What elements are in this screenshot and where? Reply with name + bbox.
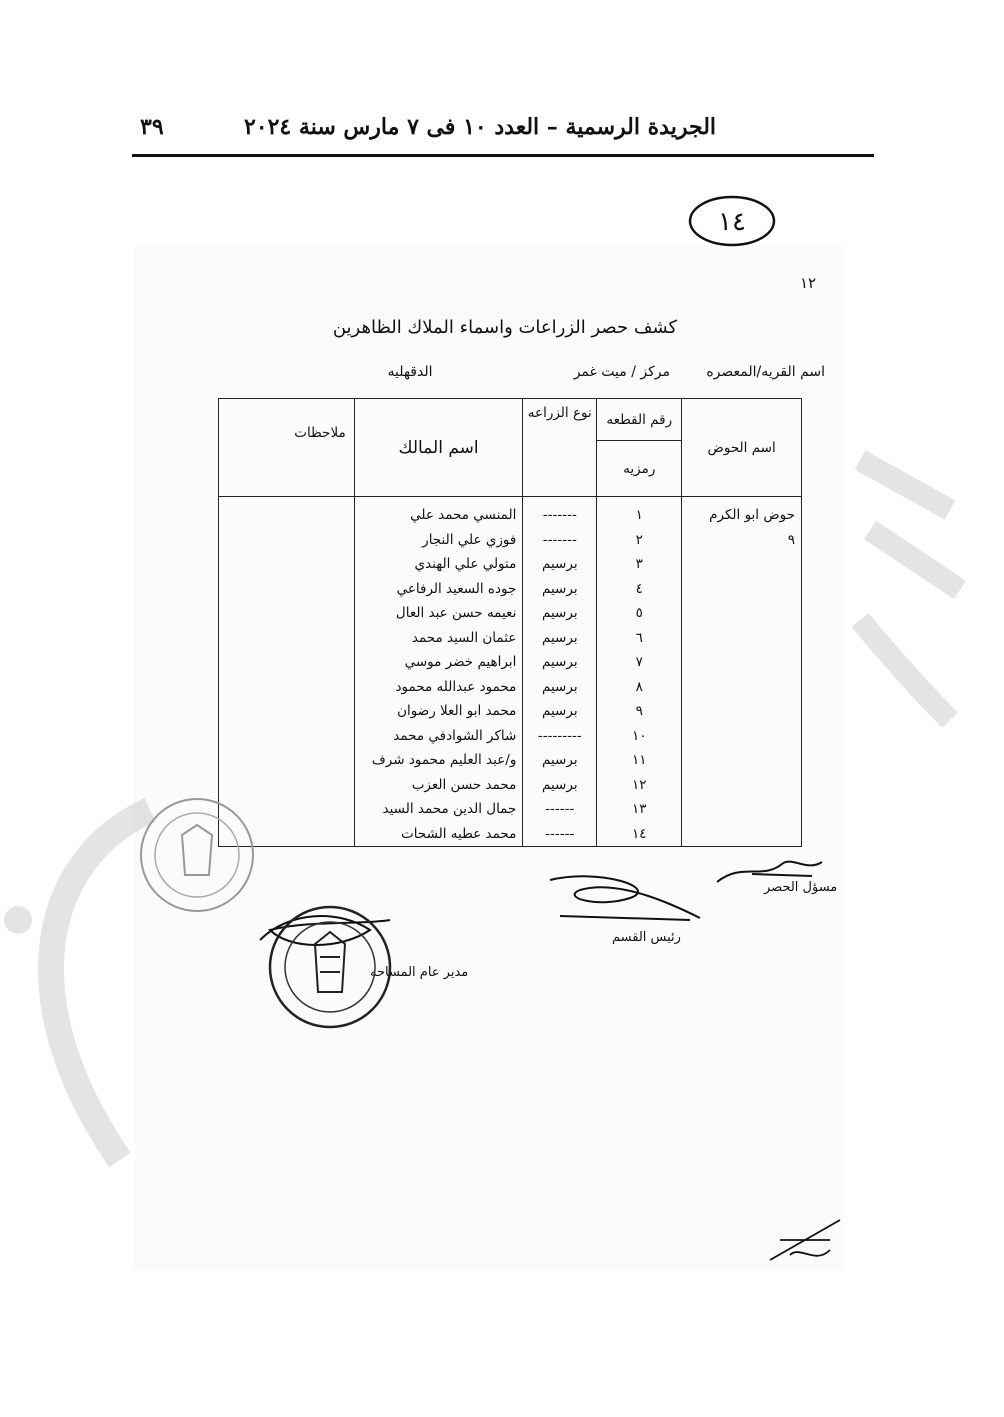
owner-name-cell: عثمان السيد محمد [354, 626, 523, 651]
owner-name-cell: و/عبد العليم محمود شرف [354, 748, 523, 773]
header-notes: ملاحظات [219, 399, 355, 497]
handwritten-mark-text: ١٤ [718, 207, 746, 237]
basin-cell: ٩ [682, 528, 802, 553]
crop-type-cell: ------- [523, 497, 597, 528]
table-row [219, 797, 802, 822]
plot-number-cell: ١٠ [597, 724, 682, 749]
crop-type-cell: برسيم [523, 773, 597, 798]
crop-type-cell: برسيم [523, 552, 597, 577]
basin-cell [682, 601, 802, 626]
sheet-number: ١٢ [800, 274, 817, 292]
watermark-graphic-right [850, 420, 970, 750]
table-row [219, 552, 802, 577]
header-basin: اسم الحوض [682, 399, 802, 497]
crop-type-cell: برسيم [523, 699, 597, 724]
plot-number-cell: ١٣ [597, 797, 682, 822]
plot-number-cell: ٢ [597, 528, 682, 553]
inventory-officer-label: مسؤل الحصر [764, 880, 838, 895]
page-number: ٣٩ [140, 114, 164, 140]
plot-number-cell: ٧ [597, 650, 682, 675]
center-label: مركز / ميت غمر [573, 364, 670, 380]
notes-cell [219, 724, 355, 749]
basin-cell [682, 748, 802, 773]
table-row [219, 724, 802, 749]
department-head-signature [540, 868, 710, 938]
notes-cell [219, 528, 355, 553]
plot-number-cell: ١ [597, 497, 682, 528]
crop-type-cell: برسيم [523, 748, 597, 773]
plot-number-cell: ١٢ [597, 773, 682, 798]
department-head-label: رئيس القسم [612, 930, 681, 945]
table-row [219, 748, 802, 773]
bottom-handwritten-note [760, 1210, 850, 1270]
gazette-header-title: الجريدة الرسمية – العدد ١٠ فى ٧ مارس سنة ٢٠٢٤ [243, 114, 717, 140]
notes-cell [219, 773, 355, 798]
official-seal-faded [137, 795, 257, 915]
basin-cell [682, 650, 802, 675]
village-label: اسم القريه/المعصره [706, 364, 825, 380]
notes-cell [219, 552, 355, 577]
basin-cell [682, 724, 802, 749]
basin-cell [682, 773, 802, 798]
notes-cell [219, 577, 355, 602]
table-row [219, 577, 802, 602]
director-general-label: مدير عام المساحه [370, 965, 469, 980]
table-row [219, 699, 802, 724]
table-row [219, 626, 802, 651]
notes-cell [219, 626, 355, 651]
header-divider [132, 154, 874, 157]
crop-type-cell: ------ [523, 822, 597, 847]
owner-name-cell: محمد ابو العلا رضوان [354, 699, 523, 724]
plot-number-cell: ٦ [597, 626, 682, 651]
document-title: كشف حصر الزراعات واسماء الملاك الظاهرين [332, 317, 678, 338]
plot-number-cell: ٩ [597, 699, 682, 724]
records-body [219, 497, 802, 847]
basin-cell [682, 552, 802, 577]
table-row [219, 675, 802, 700]
table-row [219, 497, 802, 528]
notes-cell [219, 601, 355, 626]
owner-name-cell: جوده السعيد الرفاعي [354, 577, 523, 602]
plot-number-cell: ٥ [597, 601, 682, 626]
handwritten-circle-mark [686, 192, 778, 250]
owner-name-cell: ابراهيم خضر موسي [354, 650, 523, 675]
basin-cell [682, 577, 802, 602]
basin-cell [682, 675, 802, 700]
plot-number-cell: ٤ [597, 577, 682, 602]
plot-number-cell: ١٤ [597, 822, 682, 847]
watermark-graphic [0, 780, 160, 1200]
owner-name-cell: محمد حسن العزب [354, 773, 523, 798]
crop-type-cell: برسيم [523, 675, 597, 700]
crop-type-cell: --------- [523, 724, 597, 749]
basin-cell [682, 797, 802, 822]
plot-number-cell: ٣ [597, 552, 682, 577]
governorate-label: الدقهليه [387, 364, 433, 380]
notes-cell [219, 748, 355, 773]
header-symbolic: رمزيه [597, 441, 682, 497]
owner-name-cell: محمد عطيه الشحات [354, 822, 523, 847]
official-seal [265, 902, 395, 1032]
header-crop-type: نوع الزراعه [523, 399, 597, 497]
basin-cell [682, 699, 802, 724]
notes-cell [219, 650, 355, 675]
records-table [218, 398, 802, 847]
table-row [219, 601, 802, 626]
table-row [219, 773, 802, 798]
owner-name-cell: محمود عبدالله محمود [354, 675, 523, 700]
table-row [219, 650, 802, 675]
crop-type-cell: برسيم [523, 601, 597, 626]
crop-type-cell: برسيم [523, 650, 597, 675]
table-row [219, 528, 802, 553]
owner-name-cell: نعيمه حسن عبد العال [354, 601, 523, 626]
header-owner-name: اسم المالك [354, 399, 523, 497]
notes-cell [219, 497, 355, 528]
owner-name-cell: فوزي علي النجار [354, 528, 523, 553]
crop-type-cell: ------- [523, 528, 597, 553]
header-plot-number: رقم القطعه [597, 399, 682, 441]
crop-type-cell: ------ [523, 797, 597, 822]
table-row [219, 822, 802, 847]
owner-name-cell: جمال الدين محمد السيد [354, 797, 523, 822]
notes-cell [219, 699, 355, 724]
owner-name-cell: متولي علي الهندي [354, 552, 523, 577]
basin-cell: حوض ابو الكرم [682, 497, 802, 528]
owner-name-cell: المنسي محمد علي [354, 497, 523, 528]
crop-type-cell: برسيم [523, 577, 597, 602]
plot-number-cell: ٨ [597, 675, 682, 700]
basin-cell [682, 822, 802, 847]
crop-type-cell: برسيم [523, 626, 597, 651]
plot-number-cell: ١١ [597, 748, 682, 773]
inventory-officer-signature [712, 852, 832, 892]
basin-cell [682, 626, 802, 651]
notes-cell [219, 675, 355, 700]
owner-name-cell: شاكر الشوادفي محمد [354, 724, 523, 749]
